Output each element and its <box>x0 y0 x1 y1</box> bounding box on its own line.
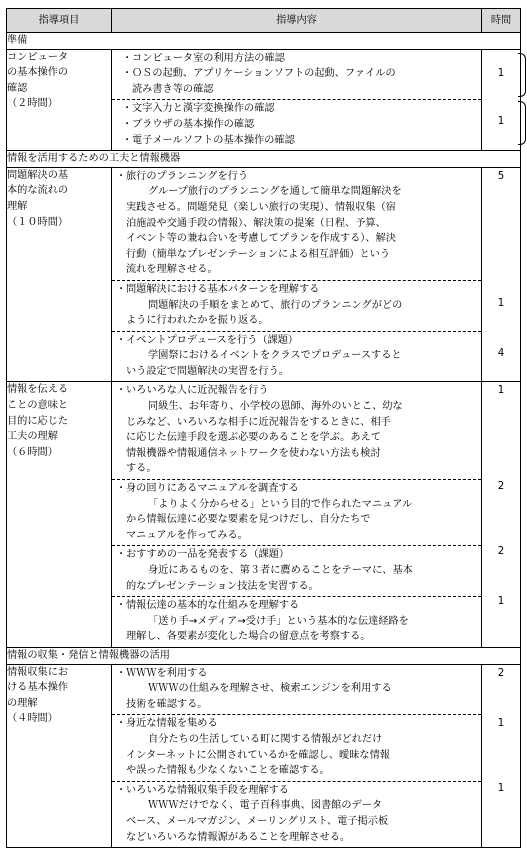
time-cell: 5 1 4 <box>482 167 521 382</box>
item-cell: 情報を伝える ことの意味と 目的に応じた 工夫の理解 （６時間） <box>7 382 112 648</box>
row-unit2 <box>7 382 521 648</box>
content-block: ・ 身近な情報を集める 自分たちの生活している町に関する情報がどれだけ インターネットに公開されているかを確認し、曖昧な情報 や誤った情報も少なくないことを確認する。 <box>112 714 481 780</box>
content-block: ・ 身の回りにあるマニュアルを調査する 「よりよく分からせる」という目的で作られたマニュアル から情報伝達に必要な要素を見つけだし、自分たちで マニュアルを作ってみる。 <box>112 479 481 545</box>
content-cell <box>112 49 482 151</box>
content-block: ・ 情報伝達の基本的な仕組みを理解する 「送り手→メディア→受け手」という基本的な伝達経路を 理解し、各要素が変化した場合の留意点を考察する。 <box>112 596 481 647</box>
time-cell: 1 2 2 1 <box>482 382 521 648</box>
section-2: 情報の収集・発信と情報機器の活用 <box>7 647 521 664</box>
content-block: ・ 旅行のプランニングを行う グループ旅行のプランニングを通して簡単な問題解決を 実践させる。問題発見（楽しい旅行の実現）、情報収集（宿 泊施設や交通手段の情報）、解決策の提案（日程、予算、 イベント等の兼ね合いを考慮してプランを作成する）、解決 行動（簡単なプレゼンテーションによる相互評価）という 流れを理解させる。 <box>116 170 402 276</box>
content-block: ・ 文字入力と漢字変換操作の確認 ・ ブラウザの基本操作の確認 ・ 電子メールソフトの基本操作の確認 <box>112 99 481 150</box>
time-value: 1 <box>497 67 505 79</box>
time-cell <box>482 49 521 151</box>
content-block: ・ ＷＷＷを利用する ＷＷＷの仕組みを理解させ、検索エンジンを利用する 技術を確認する。 <box>116 667 392 710</box>
content-cell <box>112 664 482 848</box>
content-block: ・ いろいろな人に近況報告を行う 同級生、お年寄り、小学校の恩師、海外のいとこ、幼な じみなど、いろいろな相手に近況報告をするときに、相手 に応じた伝達手段を選ぶ必要のあることを学ぶ。あえて 情報機器や情報通信ネットワークを使わない方法も検討 する。 <box>116 385 403 475</box>
header-row <box>7 9 521 33</box>
row-prep <box>7 49 521 151</box>
item-cell: 情報収集にお ける基本操作 の理解 （４時間） <box>7 664 112 848</box>
time-cell: 2 1 1 <box>482 664 521 848</box>
content-cell <box>112 382 482 648</box>
curriculum-table <box>6 8 521 848</box>
header-item: 指導項目 <box>7 9 112 33</box>
header-time: 時間 <box>482 9 521 33</box>
content-block: ・ 問題解決における基本パターンを理解する 問題解決の手順をまとめて、旅行のプランニングがどの ように行われたかを振り返る。 <box>112 280 481 331</box>
item-cell: 問題解決の基 本的な流れの 理解 （１０時間） <box>7 167 112 382</box>
content-block: ・ イベントプロデュースを行う（課題） 学園祭におけるイベントをクラスでプロデュースすると いう設定で問題解決の実習を行う。 <box>112 331 481 382</box>
content-block: ・ おすすめの一品を発表する（課題） 身近にあるものを、第３者に薦めることをテーマに、基本 的なプレゼンテーション技法を実習する。 <box>112 545 481 596</box>
header-content: 指導内容 <box>112 9 482 33</box>
content-block: ・ いろいろな情報収集手段を理解する ＷＷＷだけでなく、電子百科事典、図書館のデータ ベース、メールマガジン、メーリングリスト、電子掲示板 などいろいろな情報源があることを理解させる。 <box>112 781 481 847</box>
row-unit1 <box>7 167 521 382</box>
section-1: 情報を活用するための工夫と情報機器 <box>7 151 521 168</box>
content-cell <box>112 167 482 382</box>
section-prep: 準備 <box>7 33 521 50</box>
time-value: 1 <box>497 115 505 127</box>
row-unit3 <box>7 664 521 848</box>
item-cell: コンピュータ の基本操作の 確認 （２時間） <box>7 49 112 151</box>
content-block: ・ コンピュータ室の利用方法の確認 ・ ＯＳの起動、アプリケーションソフトの起動、ファイルの 読み書き等の確認 <box>122 52 396 95</box>
